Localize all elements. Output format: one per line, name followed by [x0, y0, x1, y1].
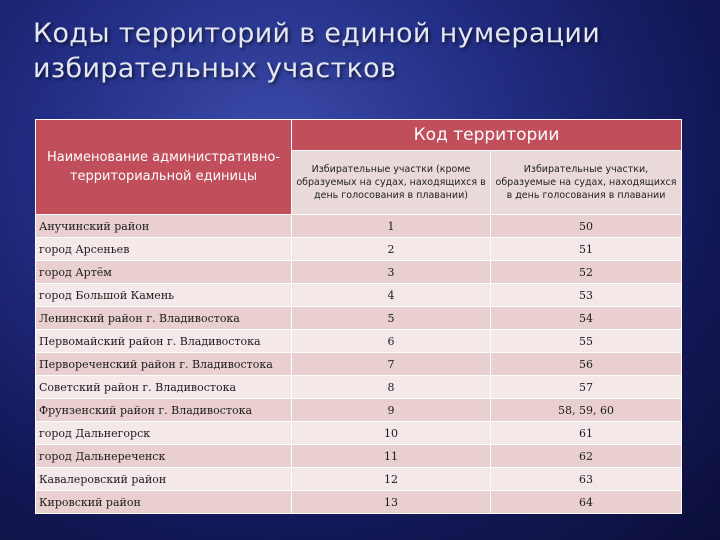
- code-regular-cell: 1: [292, 215, 491, 238]
- table-row: [36, 445, 682, 468]
- table-row: [36, 376, 682, 399]
- table-row: [36, 215, 682, 238]
- code-regular-cell: 2: [292, 238, 491, 261]
- code-ships-cell: 54: [491, 307, 682, 330]
- territory-name-cell: Кировский район: [36, 491, 292, 514]
- code-ships-cell: 63: [491, 468, 682, 491]
- table-row: [36, 261, 682, 284]
- code-ships-cell: 55: [491, 330, 682, 353]
- code-regular-cell: 6: [292, 330, 491, 353]
- territory-name-cell: город Дальнереченск: [36, 445, 292, 468]
- table-row: [36, 284, 682, 307]
- slide-title-line-2: избирательных участков: [33, 53, 397, 84]
- code-ships-cell: 58, 59, 60: [491, 399, 682, 422]
- code-subheader-ships: Избирательные участки, образуемые на судах, находящихся в день голосования в плавании: [491, 151, 682, 215]
- code-regular-cell: 13: [292, 491, 491, 514]
- territory-name-cell: Анучинский район: [36, 215, 292, 238]
- code-regular-cell: 8: [292, 376, 491, 399]
- territory-name-cell: Кавалеровский район: [36, 468, 292, 491]
- code-regular-cell: 3: [292, 261, 491, 284]
- table-row: [36, 422, 682, 445]
- code-regular-cell: 5: [292, 307, 491, 330]
- code-ships-cell: 61: [491, 422, 682, 445]
- territory-name-cell: Фрунзенский район г. Владивостока: [36, 399, 292, 422]
- code-regular-cell: 9: [292, 399, 491, 422]
- slide-title-line-1: Коды территорий в единой нумерации: [33, 18, 601, 49]
- code-ships-cell: 51: [491, 238, 682, 261]
- territory-name-cell: город Артём: [36, 261, 292, 284]
- table-row: [36, 468, 682, 491]
- name-column-header: Наименование административно-территориальной единицы: [36, 120, 292, 215]
- code-ships-cell: 50: [491, 215, 682, 238]
- territory-name-cell: Первомайский район г. Владивостока: [36, 330, 292, 353]
- table-row: [36, 238, 682, 261]
- code-regular-cell: 10: [292, 422, 491, 445]
- code-ships-cell: 57: [491, 376, 682, 399]
- table-row: [36, 307, 682, 330]
- code-subheader-regular: Избирательные участки (кроме образуемых на судах, находящихся в день голосования в плавании): [292, 151, 491, 215]
- code-ships-cell: 53: [491, 284, 682, 307]
- code-ships-cell: 62: [491, 445, 682, 468]
- code-regular-cell: 12: [292, 468, 491, 491]
- table-row: [36, 330, 682, 353]
- code-regular-cell: 7: [292, 353, 491, 376]
- code-ships-cell: 52: [491, 261, 682, 284]
- slide-title: [33, 16, 713, 86]
- code-column-header: Код территории: [292, 120, 682, 151]
- territory-codes-table: [35, 119, 682, 514]
- table-row: [36, 353, 682, 376]
- code-regular-cell: 11: [292, 445, 491, 468]
- territory-name-cell: город Большой Камень: [36, 284, 292, 307]
- table-row: [36, 491, 682, 514]
- table-row: [36, 399, 682, 422]
- code-regular-cell: 4: [292, 284, 491, 307]
- table-body: [36, 215, 682, 514]
- territory-name-cell: город Арсеньев: [36, 238, 292, 261]
- territory-name-cell: Первореченский район г. Владивостока: [36, 353, 292, 376]
- territory-name-cell: Советский район г. Владивостока: [36, 376, 292, 399]
- territory-name-cell: Ленинский район г. Владивостока: [36, 307, 292, 330]
- code-ships-cell: 64: [491, 491, 682, 514]
- territory-name-cell: город Дальнегорск: [36, 422, 292, 445]
- code-ships-cell: 56: [491, 353, 682, 376]
